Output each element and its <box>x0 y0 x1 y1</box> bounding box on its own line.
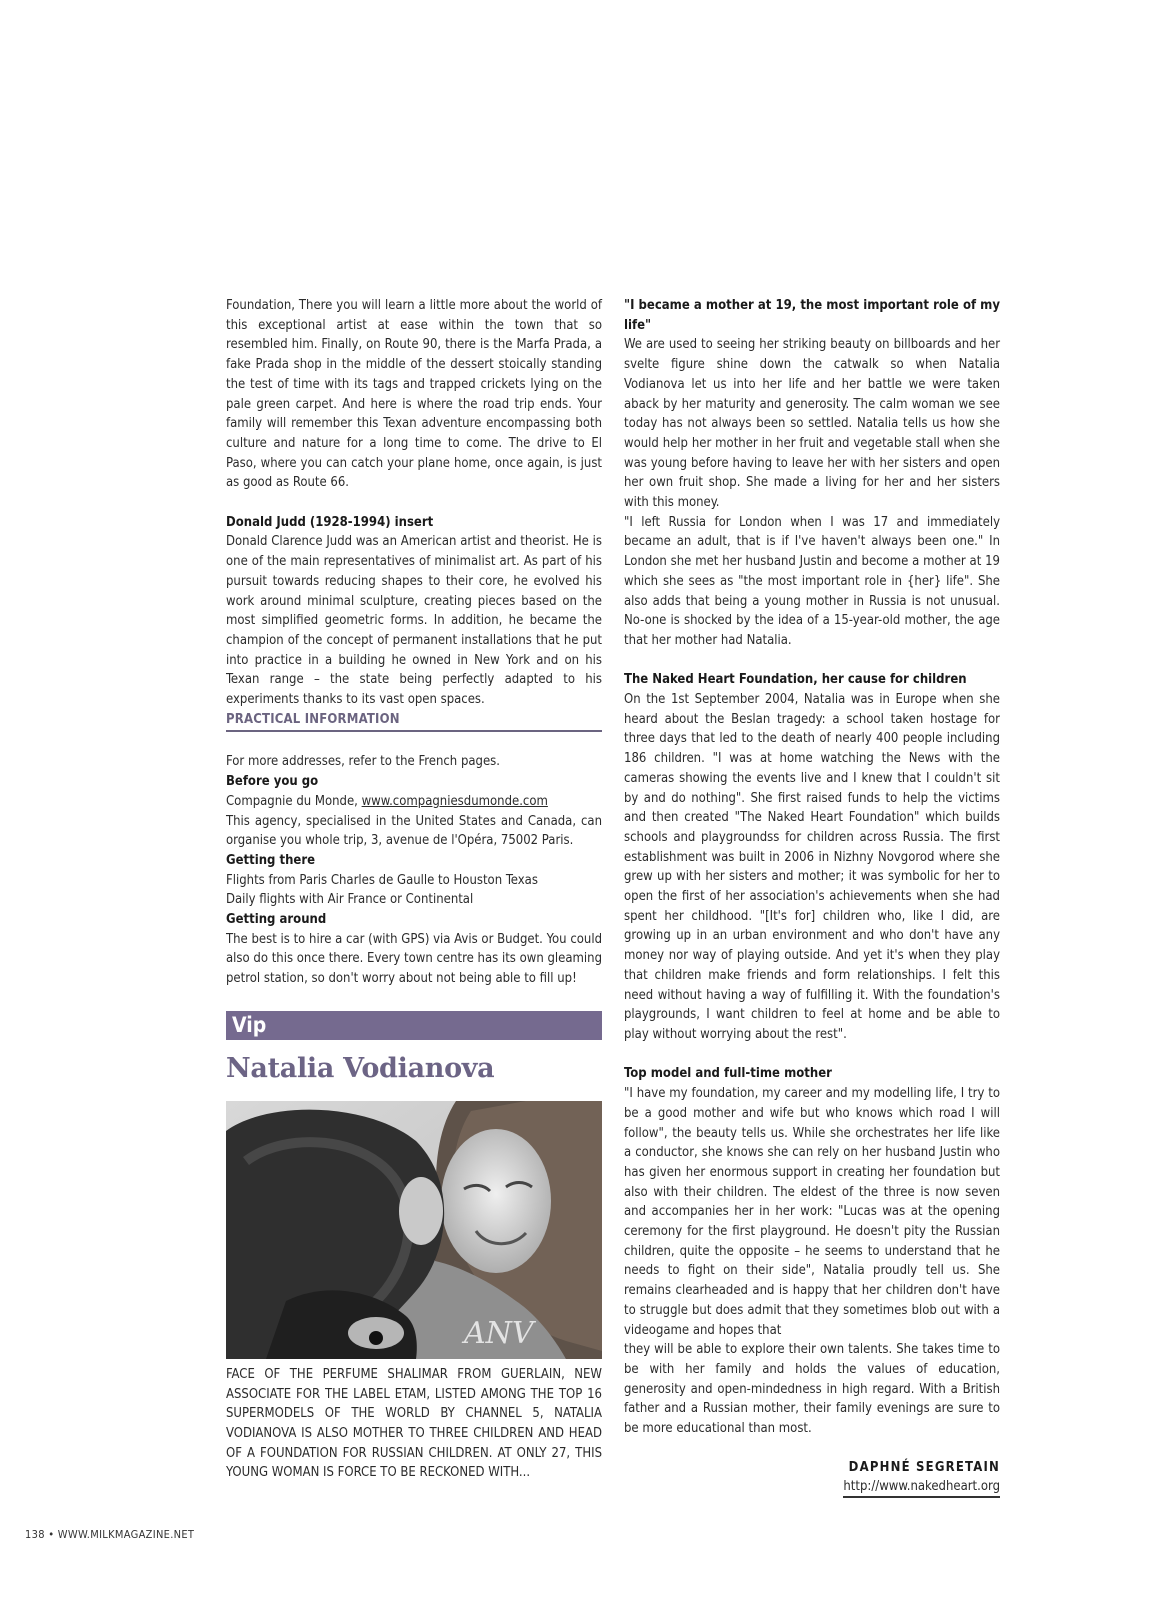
byline <box>624 1458 1000 1499</box>
mother-paragraph-1: We are used to seeing her striking beauty on billboards and her svelte figure shine down the catwalk so when Natalia Vodianova let us into her life and her battle we were taken aback by her maturity and generosity. The calm woman we see today has not always been so settled. Natalia tells us how she would help her mother in her fruit and vegetable stall when she was young before having to leave her with her sisters and open her own fruit shop. She made a living for her and her sisters with this money. <box>624 337 1000 511</box>
foundation-url-link[interactable]: http://www.nakedheart.org <box>843 1478 1000 1498</box>
route-trip-intro: Foundation, There you will learn a little more about the world of this exceptional artist at ease within the town that so resembled him. Finally, on Route 90, there is the Marfa Prada, a fake Prada shop in the middle of the dessert stoically standing the test of time with its tags and trapped crickets lying on the pale green carpet. And here is where the road trip ends. Your family will remember this Texan adventure encompassing both culture and nature for a long time to come. The drive to El Paso, where you can catch your plane home, once again, is just as good as Route 66. <box>226 298 602 491</box>
left-column <box>226 296 602 1483</box>
foundation-paragraph: On the 1st September 2004, Natalia was in Europe when she heard about the Beslan tragedy: a school taken hostage for three days that led to the death of nearly 400 people including 186 children. "I was at home watching the News with the cameras showing the events live and I knew that I couldn't sit by and do nothing". She first raised funds to help the victims and then created "The Naked Heart Foundation" which builds schools and playgroundss for children across Russia. The first establishment was built in 2006 in Nizhny Novgorod where she grew up with her sisters and mother; it was symbolic for her to open the first of her association's achievements when she had spent her childhood. "[It's for] children who, like I did, are growing up in an urban environment and who don't have any money nor way of playing outside. And yet it's when they play that children make friends and form relationships. I felt this need without having a way of fulfilling it. With the foundation's playgrounds, I want children to feel at home and be able to play without worrying about the rest". <box>624 692 1000 1042</box>
before-you-go-text: This agency, specialised in the United States and Canada, can organise you whole trip, 3, avenue de l'Opéra, 75002 Paris. <box>226 813 602 849</box>
judd-heading: Donald Judd (1928-1994) insert <box>226 514 434 530</box>
author-name: DAPHNÉ SEGRETAIN <box>848 1459 1000 1475</box>
getting-there-heading: Getting there <box>226 852 316 868</box>
topmodel-heading: Top model and full-time mother <box>624 1066 832 1082</box>
judd-text: Donald Clarence Judd was an American artist and theorist. He is one of the main representatives of minimalist art. As part of his pursuit towards reducing shapes to their core, he evolved his work around minimal sculpture, creating pieces based on the most simplified geometric forms. In addition, he became the champion of the concept of permanent installations that he put into practice in a building he owned in New York and on his Texan range – the state being perfectly adapted to his experiments thanks to its vast open spaces. <box>226 534 602 708</box>
vip-section-bar: Vip <box>226 1011 602 1040</box>
practical-info-heading: PRACTICAL INFORMATION <box>226 710 602 733</box>
mother-heading: "I became a mother at 19, the most important role of my life" <box>624 298 1000 333</box>
agency-link[interactable]: www.compagniesdumonde.com <box>361 793 548 809</box>
right-column <box>624 296 1000 1498</box>
mother-paragraph-2: "I left Russia for London when I was 17 and immediately became an adult, that is if I've haven't always been one." In London she met her husband Justin and become a mother at 19 which she sees as "the most important role in {her} life". She also adds that being a young mother in Russia is not unusual. No-one is shocked by the idea of a 15-year-old mother, the age that her mother had Natalia. <box>624 514 1000 648</box>
vip-name-title: Natalia Vodianova <box>226 1052 495 1084</box>
getting-there-line-2: Daily flights with Air France or Continental <box>226 892 474 908</box>
topmodel-paragraph-1: "I have my foundation, my career and my modelling life, I try to be a good mother and wife but who knows which road I will follow", the beauty tells us. While she orchestrates her life like a conductor, she knows she can rely on her husband Justin who has given her enormous support in creating her foundation but also with their children. The eldest of the three is now seven and accompanies her in her work: "Lucas was at the opening ceremony for the first playground. He doesn't pity the Russian children, quite the opposite – he seems to understand that he needs to fight on their side", Natalia proudly tell us. She remains clearheaded and is happy that her children don't have to struggle but does admit that they sometimes blob out with a videogame and hopes that <box>624 1086 1000 1338</box>
photo-signature: ANV <box>464 1315 534 1351</box>
agency-name: Compagnie du Monde, <box>226 793 362 809</box>
practical-intro: For more addresses, refer to the French pages. <box>226 754 500 770</box>
portrait-photo <box>226 1101 602 1359</box>
page-footer: 138 • WWW.MILKMAGAZINE.NET <box>25 1528 195 1541</box>
vip-caption: FACE OF THE PERFUME SHALIMAR FROM GUERLAIN, NEW ASSOCIATE FOR THE LABEL ETAM, LISTED AMONG THE TOP 16 SUPERMODELS OF THE WORLD BY CHANNEL 5, NATALIA VODIANOVA IS ALSO MOTHER TO THREE CHILDREN AND HEAD OF A FOUNDATION FOR RUSSIAN CHILDREN. AT ONLY 27, THIS YOUNG WOMAN IS FORCE TO BE RECKONED WITH... <box>226 1366 602 1481</box>
getting-around-heading: Getting around <box>226 912 327 928</box>
before-agency-line <box>226 792 602 812</box>
foundation-heading: The Naked Heart Foundation, her cause for children <box>624 672 967 688</box>
topmodel-paragraph-2: they will be able to explore their own talents. She takes time to be with her family and holds the values of education, generosity and open-mindedness in high regard. With a British father and a Russian mother, their family evenings are sure to be more educational than most. <box>624 1342 1000 1437</box>
getting-around-text: The best is to hire a car (with GPS) via Avis or Budget. You could also do this once there. Every town centre has its own gleaming petrol station, so don't worry about not being able to fill up! <box>226 931 602 987</box>
before-you-go-heading: Before you go <box>226 774 319 790</box>
getting-there-line-1: Flights from Paris Charles de Gaulle to Houston Texas <box>226 872 538 888</box>
